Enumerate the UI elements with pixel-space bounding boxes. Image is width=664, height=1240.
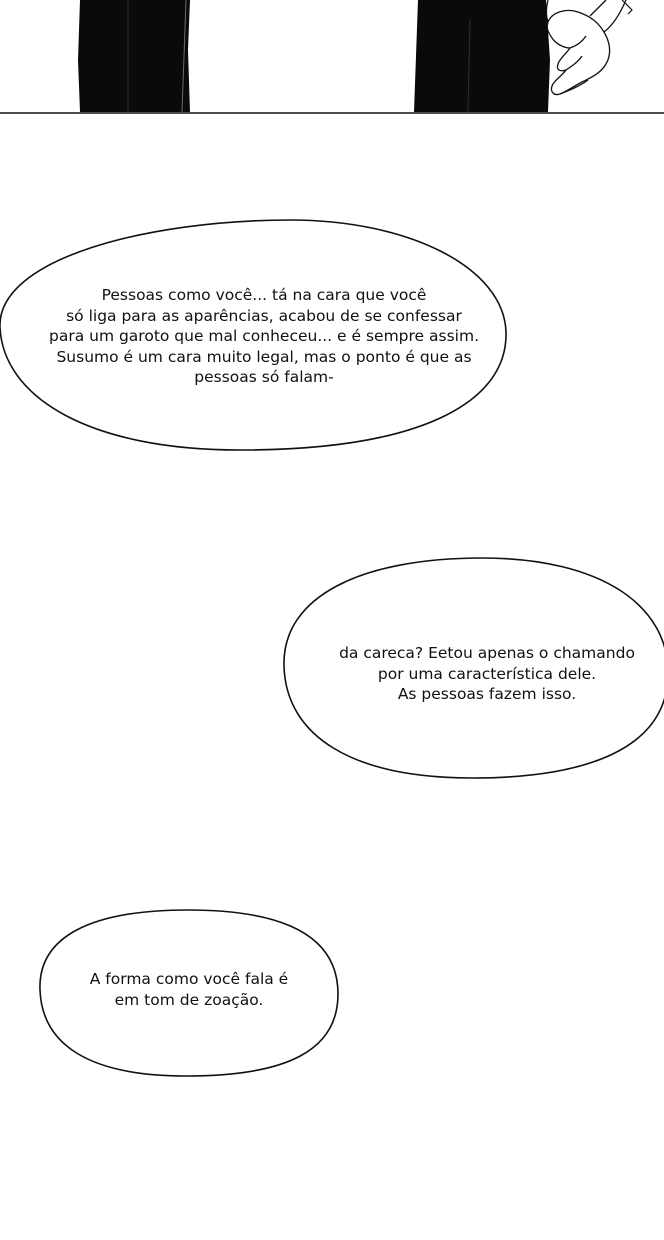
speech-bubble-1	[0, 218, 508, 452]
speech-bubble-3	[38, 908, 340, 1078]
speech-bubble-3-text: A forma como você fala é em tom de zoação.	[89, 970, 289, 1009]
speech-bubble-1-text: Pessoas como você... tá na cara que você só liga para as aparências, acabou de se confessar para um garoto que mal conheceu... e é sempre assim. Susumo é um cara muito legal, mas o ponto é que as pessoas só falam-	[48, 286, 479, 386]
left-figure-legs	[78, 0, 190, 112]
speech-bubble-2	[282, 556, 664, 780]
right-figure-legs	[414, 0, 550, 112]
figures-illustration	[0, 0, 664, 114]
hand-illustration	[547, 0, 627, 95]
comic-panel-top	[0, 0, 664, 114]
speech-bubble-2-text: da careca? Eetou apenas o chamando por uma característica dele. As pessoas fazem isso.	[339, 644, 635, 703]
